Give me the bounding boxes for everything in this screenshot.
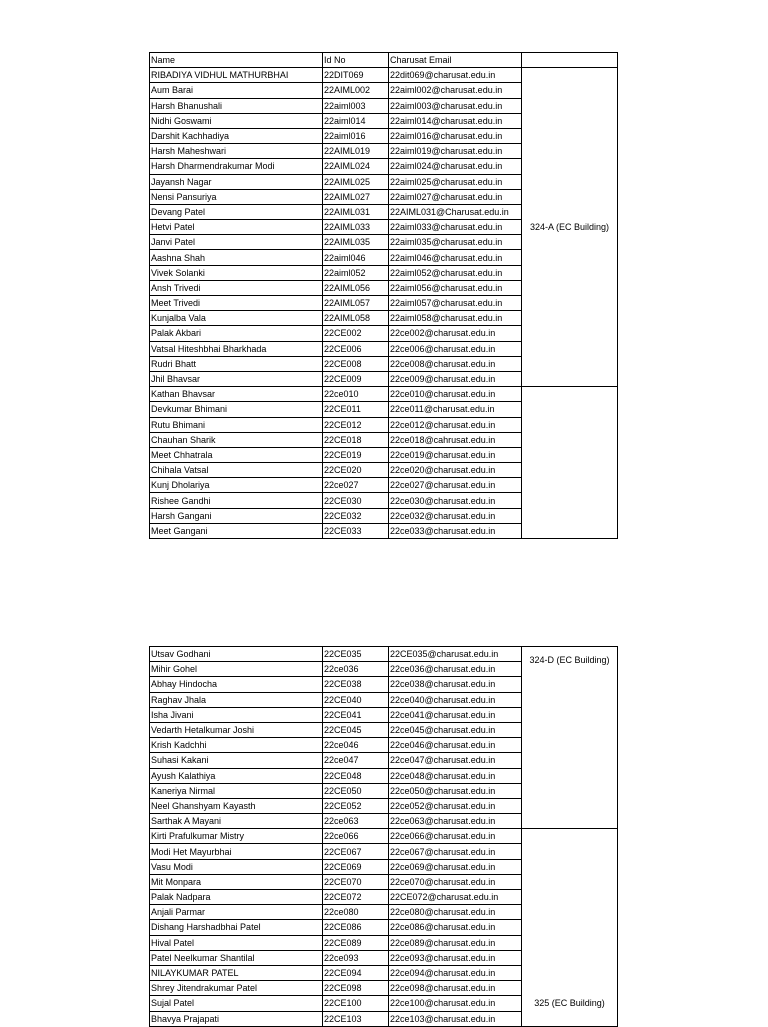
student-name: Harsh Dharmendrakumar Modi <box>150 159 323 174</box>
student-email: 22ce030@charusat.edu.in <box>389 493 522 508</box>
student-email: 22ce019@charusat.edu.in <box>389 447 522 462</box>
student-name: Vedarth Hetalkumar Joshi <box>150 722 323 737</box>
student-email: 22ce010@charusat.edu.in <box>389 387 522 402</box>
student-id: 22CE103 <box>323 1011 389 1026</box>
student-name: Ayush Kalathiya <box>150 768 323 783</box>
student-id: 22aiml016 <box>323 128 389 143</box>
student-email: 22ce020@charusat.edu.in <box>389 463 522 478</box>
student-id: 22ce093 <box>323 950 389 965</box>
student-email: 22aiml025@charusat.edu.in <box>389 174 522 189</box>
student-name: Jayansh Nagar <box>150 174 323 189</box>
student-id: 22CE072 <box>323 890 389 905</box>
student-name: Suhasi Kakani <box>150 753 323 768</box>
student-id: 22aiml052 <box>323 265 389 280</box>
student-email: 22ce008@charusat.edu.in <box>389 356 522 371</box>
student-email: 22ce018@cahrusat.edu.in <box>389 432 522 447</box>
student-name: NILAYKUMAR PATEL <box>150 965 323 980</box>
student-id: 22CE052 <box>323 798 389 813</box>
student-name: Bhavya Prajapati <box>150 1011 323 1026</box>
header-id: Id No <box>323 53 389 68</box>
student-email: 22aiml014@charusat.edu.in <box>389 113 522 128</box>
student-email: 22aiml058@charusat.edu.in <box>389 311 522 326</box>
student-email: 22aiml016@charusat.edu.in <box>389 128 522 143</box>
table-row <box>150 68 618 83</box>
student-name: Hetvi Patel <box>150 220 323 235</box>
student-id: 22CE067 <box>323 844 389 859</box>
student-name: Mihir Gohel <box>150 662 323 677</box>
student-email: 22aiml033@charusat.edu.in <box>389 220 522 235</box>
student-name: Vivek Solanki <box>150 265 323 280</box>
student-id: 22CE086 <box>323 920 389 935</box>
header-row <box>150 53 618 68</box>
student-email: 22ce006@charusat.edu.in <box>389 341 522 356</box>
student-id: 22CE094 <box>323 965 389 980</box>
student-email: 22ce070@charusat.edu.in <box>389 874 522 889</box>
student-email: 22ce067@charusat.edu.in <box>389 844 522 859</box>
student-name: Harsh Maheshwari <box>150 144 323 159</box>
student-name: Isha Jivani <box>150 707 323 722</box>
student-name: Utsav Godhani <box>150 647 323 662</box>
student-email: 22ce094@charusat.edu.in <box>389 965 522 980</box>
student-name: Raghav Jhala <box>150 692 323 707</box>
student-name: Nidhi Goswami <box>150 113 323 128</box>
student-email: 22ce050@charusat.edu.in <box>389 783 522 798</box>
student-id: 22AIML027 <box>323 189 389 204</box>
student-id: 22aiml003 <box>323 98 389 113</box>
student-email: 22aiml027@charusat.edu.in <box>389 189 522 204</box>
student-id: 22CE038 <box>323 677 389 692</box>
student-id: 22CE018 <box>323 432 389 447</box>
student-name: Dishang Harshadbhai Patel <box>150 920 323 935</box>
student-email: 22CE035@charusat.edu.in <box>389 647 522 662</box>
student-name: Jhil Bhavsar <box>150 371 323 386</box>
student-id: 22ce046 <box>323 738 389 753</box>
student-name: Aashna Shah <box>150 250 323 265</box>
student-name: Harsh Bhanushali <box>150 98 323 113</box>
student-name: Shrey Jitendrakumar Patel <box>150 981 323 996</box>
student-email: 22ce047@charusat.edu.in <box>389 753 522 768</box>
student-id: 22CE009 <box>323 371 389 386</box>
student-email: 22dit069@charusat.edu.in <box>389 68 522 83</box>
student-email: 22ce027@charusat.edu.in <box>389 478 522 493</box>
student-id: 22ce080 <box>323 905 389 920</box>
student-id: 22CE035 <box>323 647 389 662</box>
student-name: Sujal Patel <box>150 996 323 1011</box>
student-id: 22CE033 <box>323 523 389 538</box>
student-email: 22ce103@charusat.edu.in <box>389 1011 522 1026</box>
student-email: 22ce038@charusat.edu.in <box>389 677 522 692</box>
student-id: 22AIML031 <box>323 204 389 219</box>
table-row <box>150 829 618 844</box>
student-name: Meet Chhatrala <box>150 447 323 462</box>
student-email: 22AIML031@Charusat.edu.in <box>389 204 522 219</box>
student-id: 22aiml046 <box>323 250 389 265</box>
student-id: 22AIML035 <box>323 235 389 250</box>
student-email: 22ce011@charusat.edu.in <box>389 402 522 417</box>
student-name: Rishee Gandhi <box>150 493 323 508</box>
student-email: 22aiml035@charusat.edu.in <box>389 235 522 250</box>
student-name: Kathan Bhavsar <box>150 387 323 402</box>
student-name: Devang Patel <box>150 204 323 219</box>
student-name: Darshit Kachhadiya <box>150 128 323 143</box>
student-name: Vasu Modi <box>150 859 323 874</box>
student-name: Kunjalba Vala <box>150 311 323 326</box>
student-name: Hival Patel <box>150 935 323 950</box>
student-id: 22CE070 <box>323 874 389 889</box>
student-name: Kunj Dholariya <box>150 478 323 493</box>
student-email: 22aiml052@charusat.edu.in <box>389 265 522 280</box>
student-email: 22ce036@charusat.edu.in <box>389 662 522 677</box>
table-row <box>150 387 618 402</box>
student-id: 22AIML058 <box>323 311 389 326</box>
student-email: 22CE072@charusat.edu.in <box>389 890 522 905</box>
student-email: 22aiml057@charusat.edu.in <box>389 296 522 311</box>
student-name: RIBADIYA VIDHUL MATHURBHAI <box>150 68 323 83</box>
student-email: 22aiml002@charusat.edu.in <box>389 83 522 98</box>
student-id: 22CE100 <box>323 996 389 1011</box>
student-email: 22ce069@charusat.edu.in <box>389 859 522 874</box>
student-email: 22aiml003@charusat.edu.in <box>389 98 522 113</box>
student-name: Modi Het Mayurbhai <box>150 844 323 859</box>
student-id: 22AIML002 <box>323 83 389 98</box>
student-id: 22AIML019 <box>323 144 389 159</box>
student-email: 22ce098@charusat.edu.in <box>389 981 522 996</box>
student-id: 22ce010 <box>323 387 389 402</box>
student-name: Harsh Gangani <box>150 508 323 523</box>
student-email: 22ce046@charusat.edu.in <box>389 738 522 753</box>
student-id: 22AIML024 <box>323 159 389 174</box>
header-email: Charusat Email <box>389 53 522 68</box>
student-email: 22ce033@charusat.edu.in <box>389 523 522 538</box>
student-email: 22ce052@charusat.edu.in <box>389 798 522 813</box>
room-location: 325 (EC Building) <box>522 829 618 1026</box>
student-name: Palak Nadpara <box>150 890 323 905</box>
student-name: Rutu Bhimani <box>150 417 323 432</box>
student-id: 22CE098 <box>323 981 389 996</box>
student-email: 22ce032@charusat.edu.in <box>389 508 522 523</box>
student-id: 22CE012 <box>323 417 389 432</box>
student-id: 22DIT069 <box>323 68 389 83</box>
student-name: Nensi Pansuriya <box>150 189 323 204</box>
student-id: 22CE069 <box>323 859 389 874</box>
student-email: 22aiml024@charusat.edu.in <box>389 159 522 174</box>
student-name: Rudri Bhatt <box>150 356 323 371</box>
student-name: Neel Ghanshyam Kayasth <box>150 798 323 813</box>
student-name: Palak Akbari <box>150 326 323 341</box>
student-table-2 <box>149 646 618 1027</box>
student-email: 22ce100@charusat.edu.in <box>389 996 522 1011</box>
student-id: 22aiml014 <box>323 113 389 128</box>
student-name: Janvi Patel <box>150 235 323 250</box>
student-name: Chauhan Sharik <box>150 432 323 447</box>
student-id: 22CE002 <box>323 326 389 341</box>
student-name: Krish Kadchhi <box>150 738 323 753</box>
student-name: Devkumar Bhimani <box>150 402 323 417</box>
student-name: Kaneriya Nirmal <box>150 783 323 798</box>
student-id: 22CE011 <box>323 402 389 417</box>
student-id: 22CE089 <box>323 935 389 950</box>
student-name: Mit Monpara <box>150 874 323 889</box>
student-id: 22ce066 <box>323 829 389 844</box>
room-location: 324-A (EC Building) <box>522 68 618 387</box>
student-name: Anjali Parmar <box>150 905 323 920</box>
student-id: 22CE048 <box>323 768 389 783</box>
student-id: 22CE050 <box>323 783 389 798</box>
student-name: Kirti Prafulkumar Mistry <box>150 829 323 844</box>
student-id: 22CE032 <box>323 508 389 523</box>
student-email: 22ce045@charusat.edu.in <box>389 722 522 737</box>
student-name: Meet Gangani <box>150 523 323 538</box>
student-email: 22ce040@charusat.edu.in <box>389 692 522 707</box>
student-id: 22ce047 <box>323 753 389 768</box>
student-id: 22AIML033 <box>323 220 389 235</box>
student-id: 22CE006 <box>323 341 389 356</box>
student-email: 22ce086@charusat.edu.in <box>389 920 522 935</box>
header-name: Name <box>150 53 323 68</box>
student-name: Aum Barai <box>150 83 323 98</box>
student-id: 22CE040 <box>323 692 389 707</box>
student-id: 22AIML057 <box>323 296 389 311</box>
student-id: 22ce027 <box>323 478 389 493</box>
student-name: Ansh Trivedi <box>150 280 323 295</box>
header-location <box>522 53 618 68</box>
student-email: 22aiml046@charusat.edu.in <box>389 250 522 265</box>
student-email: 22ce063@charusat.edu.in <box>389 814 522 829</box>
student-email: 22ce002@charusat.edu.in <box>389 326 522 341</box>
student-name: Abhay Hindocha <box>150 677 323 692</box>
student-email: 22ce066@charusat.edu.in <box>389 829 522 844</box>
student-email: 22aiml019@charusat.edu.in <box>389 144 522 159</box>
student-table-1 <box>149 52 618 539</box>
student-id: 22AIML025 <box>323 174 389 189</box>
student-name: Sarthak A Mayani <box>150 814 323 829</box>
student-id: 22AIML056 <box>323 280 389 295</box>
student-name: Vatsal Hiteshbhai Bharkhada <box>150 341 323 356</box>
student-email: 22ce089@charusat.edu.in <box>389 935 522 950</box>
student-id: 22CE030 <box>323 493 389 508</box>
student-email: 22ce012@charusat.edu.in <box>389 417 522 432</box>
student-email: 22ce009@charusat.edu.in <box>389 371 522 386</box>
student-email: 22ce093@charusat.edu.in <box>389 950 522 965</box>
table-row <box>150 647 618 662</box>
student-email: 22ce080@charusat.edu.in <box>389 905 522 920</box>
student-name: Patel Neelkumar Shantilal <box>150 950 323 965</box>
student-id: 22CE020 <box>323 463 389 478</box>
student-email: 22ce041@charusat.edu.in <box>389 707 522 722</box>
student-name: Meet Trivedi <box>150 296 323 311</box>
student-id: 22ce036 <box>323 662 389 677</box>
student-name: Chihala Vatsal <box>150 463 323 478</box>
student-id: 22CE008 <box>323 356 389 371</box>
student-id: 22CE045 <box>323 722 389 737</box>
student-id: 22CE041 <box>323 707 389 722</box>
student-email: 22ce048@charusat.edu.in <box>389 768 522 783</box>
student-id: 22CE019 <box>323 447 389 462</box>
student-email: 22aiml056@charusat.edu.in <box>389 280 522 295</box>
room-location <box>522 387 618 539</box>
student-id: 22ce063 <box>323 814 389 829</box>
room-location: 324-D (EC Building) <box>522 647 618 829</box>
